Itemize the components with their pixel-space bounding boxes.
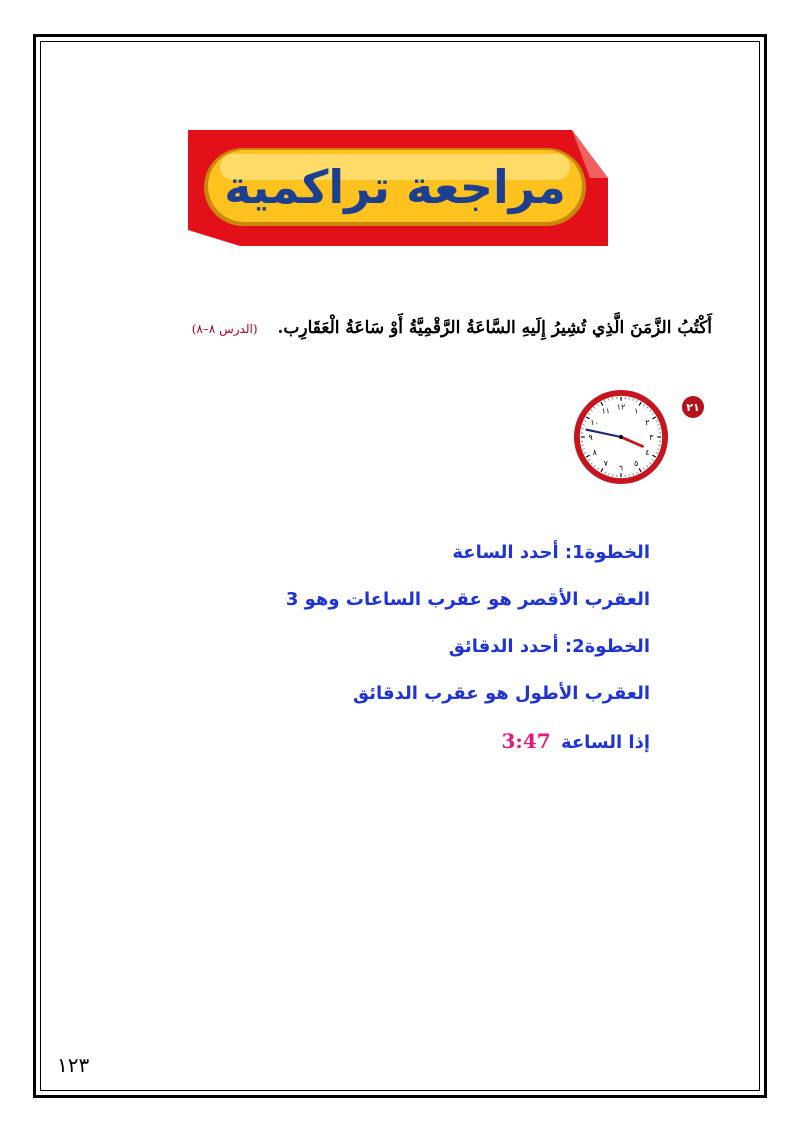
clock-numeral: ١٠ [590, 417, 599, 427]
lesson-reference: (الدرس ٨–٨) [191, 322, 258, 336]
step-line: العقرب الأقصر هو عقرب الساعات وهو 3 [285, 589, 650, 610]
clock-numeral: ١٢ [616, 402, 626, 412]
solution-steps [286, 538, 650, 773]
clock-numeral: ٣ [649, 432, 654, 442]
exercise-number-badge: ٢١ [682, 396, 704, 418]
answer-time: 3:47 [501, 729, 551, 753]
clock-numeral: ٩ [588, 432, 593, 442]
answer-line [286, 726, 650, 773]
page-number: ١٢٣ [57, 1053, 90, 1077]
instruction-text: أَكْتُبُ الزَّمَنَ الَّذِي تُشِيرُ إِلَيهِ السَّاعَةُ الرَّقْمِيَّةُ أَوْ سَاعَةُ الْعَقَارِب. [277, 318, 712, 338]
clock-numeral: ٥ [634, 459, 639, 469]
clock-numeral: ١ [634, 406, 639, 416]
step-line: الخطوة1: أحدد الساعة [452, 542, 650, 563]
clock-center [619, 435, 623, 439]
banner-title: مراجعة تراكمية [224, 160, 566, 214]
step-line: العقرب الأطول هو عقرب الدقائق [353, 683, 650, 704]
clock-numeral: ٧ [603, 459, 608, 469]
clock-numeral: ٨ [592, 448, 597, 458]
instruction-line [192, 318, 712, 338]
step-line: الخطوة2: أحدد الدقائق [448, 636, 650, 657]
clock-numeral: ٤ [645, 448, 650, 458]
clock-numeral: ٢ [645, 417, 650, 427]
clock-numeral: ١١ [601, 406, 611, 416]
clock-numeral: ٦ [618, 463, 624, 473]
analog-clock [572, 388, 670, 486]
answer-label: إذا الساعة [560, 732, 650, 753]
